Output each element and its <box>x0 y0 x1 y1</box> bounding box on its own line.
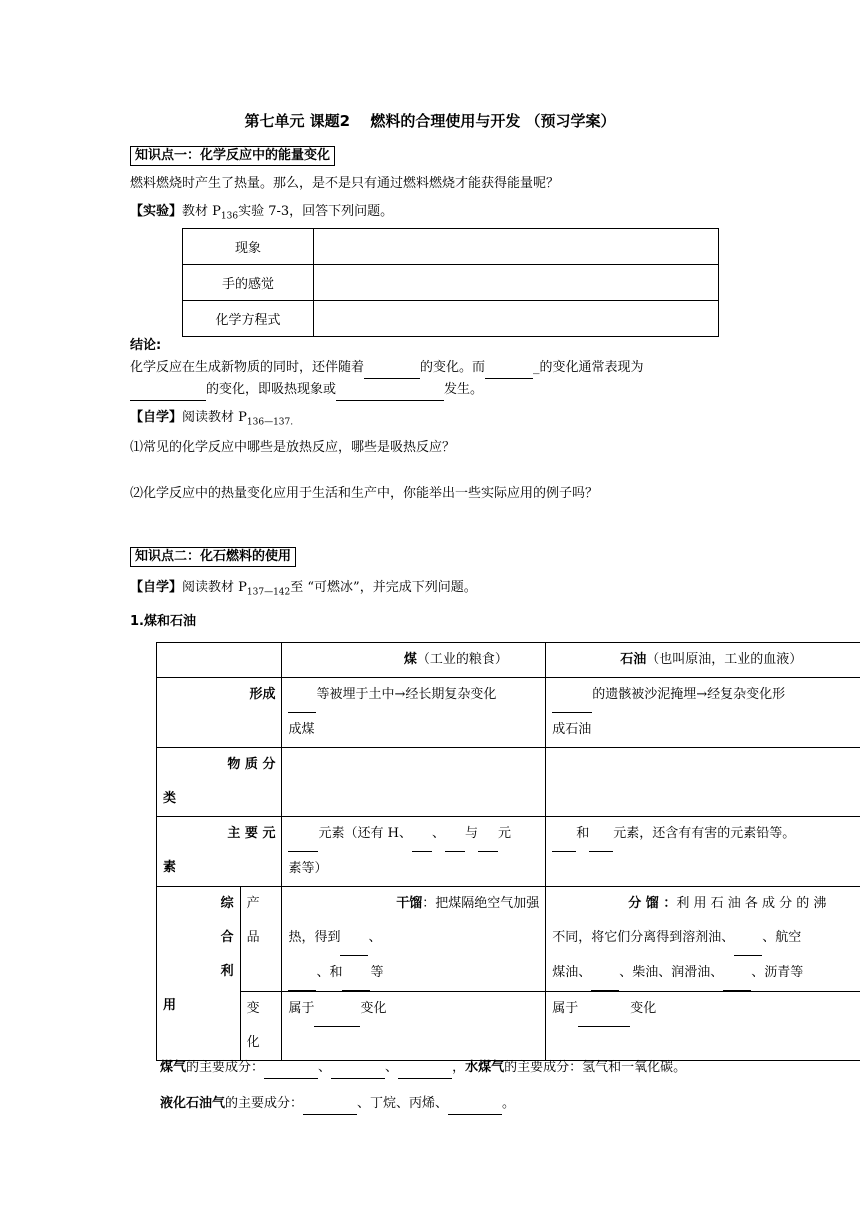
text: （也叫原油，工业的血液） <box>646 652 803 667</box>
blank[interactable] <box>485 358 533 379</box>
text: 变化 <box>360 1001 387 1016</box>
row-label: 现象 <box>183 229 314 265</box>
text: 的主要成分： <box>186 1060 265 1075</box>
question-2: ⑵化学反应中的热量变化应用于生活和生产中，你能举出一些实际应用的例子吗？ <box>130 486 599 501</box>
text: 、 <box>431 826 445 841</box>
page-title: 第七单元 课题2 燃料的合理使用与开发 （预习学案） <box>244 112 616 130</box>
text: 石油 <box>620 652 647 667</box>
text: 、沥青等 <box>751 965 804 980</box>
blank[interactable] <box>448 1094 502 1115</box>
coal-product-cell <box>282 887 546 992</box>
text: 成石油 <box>552 722 592 737</box>
blank[interactable] <box>342 956 370 991</box>
sub-label-product <box>240 887 282 992</box>
blank[interactable] <box>723 956 751 991</box>
text: （工业的粮食） <box>416 652 508 667</box>
pages: 137—142 <box>246 587 291 598</box>
blank[interactable] <box>412 817 432 852</box>
table-row <box>157 678 860 748</box>
text: 的变化。而 <box>420 360 486 375</box>
oil-product-cell <box>546 887 860 992</box>
text: 主 要 元 <box>227 826 276 841</box>
subheading-coal-oil: 1.煤和石油 <box>130 614 196 629</box>
text: 与 <box>464 826 478 841</box>
text: 的主要成分：氢气和一氧化碳。 <box>504 1060 687 1075</box>
text: 元素，还含有有害的元素铅等。 <box>613 826 796 841</box>
text: 元 <box>497 826 511 841</box>
selfstudy-tag: 【自学】 <box>130 410 183 425</box>
text: 的遗骸被沙泥掩埋→经复杂变化形 <box>592 687 786 702</box>
blank[interactable] <box>552 817 576 852</box>
coal-formation-cell <box>282 678 546 748</box>
section1-intro: 燃料燃烧时产生了热量。那么，是不是只有通过燃料燃烧才能获得能量呢？ <box>130 176 560 191</box>
blank[interactable] <box>578 992 630 1027</box>
answer-cell[interactable] <box>282 748 546 817</box>
text: 元素（还有 H、 <box>318 826 412 841</box>
text: 阅读教材 P <box>182 410 247 425</box>
text: 属于 <box>288 1001 315 1016</box>
text: 的主要成分： <box>225 1096 304 1111</box>
text: 变 <box>246 1001 260 1016</box>
table-row <box>157 748 860 817</box>
text: 化 <box>246 1035 260 1050</box>
lpg-line <box>160 1094 515 1115</box>
sub-label-change <box>240 992 282 1061</box>
selfstudy-line-2 <box>130 578 477 603</box>
table-row <box>183 265 719 301</box>
answer-cell[interactable] <box>314 229 719 265</box>
text: 、航空 <box>762 930 802 945</box>
experiment-tag: 【实验】 <box>130 204 183 219</box>
row-label-use <box>157 887 241 1061</box>
table-row <box>183 229 719 265</box>
pages: 136—137. <box>246 417 294 428</box>
gas-line <box>160 1058 686 1079</box>
text: 分 馏 ： <box>628 896 677 911</box>
answer-cell[interactable] <box>314 265 719 301</box>
text: 等被埋于土中→经长期复杂变化 <box>316 687 497 702</box>
conclusion-label: 结论: <box>130 338 162 353</box>
text: 物 质 分 <box>227 757 276 772</box>
text: 、柴油、润滑油、 <box>619 965 724 980</box>
text: 变化 <box>630 1001 657 1016</box>
blank[interactable] <box>734 921 762 956</box>
text: 素 <box>163 860 177 875</box>
blank[interactable] <box>589 817 613 852</box>
table-row <box>183 301 719 337</box>
blank[interactable] <box>314 992 360 1027</box>
text: 煤油、 <box>552 965 592 980</box>
experiment-line <box>130 202 393 227</box>
experiment-text-2: 实验 7-3，回答下列问题。 <box>238 204 394 219</box>
corner-cell <box>157 643 282 678</box>
text: 利 <box>220 964 234 979</box>
text: 液化石油气 <box>160 1096 226 1111</box>
blank[interactable] <box>288 956 316 991</box>
text: 、 <box>385 1060 399 1075</box>
blank[interactable] <box>364 358 420 379</box>
table-row <box>157 887 860 992</box>
blank[interactable] <box>264 1058 318 1079</box>
text: 的变化，即吸热现象或 <box>206 382 337 397</box>
blank[interactable] <box>552 678 592 713</box>
blank[interactable] <box>340 921 368 956</box>
experiment-text: 教材 P <box>182 204 221 219</box>
text: 、和 <box>316 965 343 980</box>
section1-heading: 知识点一：化学反应中的能量变化 <box>130 146 335 166</box>
table-row <box>157 992 860 1061</box>
text: 化学反应在生成新物质的同时，还伴随着 <box>130 360 365 375</box>
fossil-fuel-table <box>156 642 860 1061</box>
text: 热，得到 <box>288 930 341 945</box>
text: 成煤 <box>288 722 315 737</box>
text: 。 <box>502 1096 516 1111</box>
question-1: ⑴常见的化学反应中哪些是放热反应，哪些是吸热反应？ <box>130 440 456 455</box>
text: 合 <box>220 930 234 945</box>
row-label-formation: 形成 <box>157 678 282 748</box>
table-row <box>157 643 860 678</box>
row-label-class <box>157 748 282 817</box>
blank[interactable] <box>331 1058 385 1079</box>
experiment-page: 136 <box>220 211 239 222</box>
answer-cell[interactable] <box>546 748 860 817</box>
col-header-coal <box>282 643 546 678</box>
text: 不同，将它们分离得到溶剂油、 <box>552 930 735 945</box>
blank[interactable] <box>445 817 465 852</box>
text: 煤气 <box>160 1060 187 1075</box>
conclusion-line-1 <box>130 358 644 379</box>
selfstudy-tag: 【自学】 <box>130 580 183 595</box>
oil-change-cell <box>546 992 860 1061</box>
blank[interactable] <box>130 380 206 401</box>
text: ：把煤隔绝空气加强 <box>422 896 540 911</box>
blank[interactable] <box>303 1094 357 1115</box>
text: 水煤气 <box>465 1060 505 1075</box>
blank[interactable] <box>288 817 318 852</box>
text: 产 <box>246 896 260 911</box>
text: 属于 <box>552 1001 579 1016</box>
table-row <box>157 817 860 887</box>
selfstudy-line-1 <box>130 408 293 433</box>
text: 至 “可燃冰”，并完成下列问题。 <box>290 580 477 595</box>
text: ， <box>452 1060 466 1075</box>
text: _的变化通常表现为 <box>533 360 644 375</box>
row-label-element <box>157 817 282 887</box>
text: 干馏 <box>396 896 423 911</box>
blank[interactable] <box>336 380 444 401</box>
text: 用 <box>163 998 177 1013</box>
row-label: 化学方程式 <box>183 301 314 337</box>
text: 、 <box>368 930 382 945</box>
blank[interactable] <box>398 1058 452 1079</box>
col-header-oil <box>546 643 860 678</box>
oil-formation-cell <box>546 678 860 748</box>
text: 利 用 石 油 各 成 分 的 沸 <box>676 896 827 911</box>
text: 品 <box>246 930 260 945</box>
coal-change-cell <box>282 992 546 1061</box>
text: 类 <box>163 791 177 806</box>
blank[interactable] <box>478 817 498 852</box>
blank[interactable] <box>288 678 316 713</box>
row-label: 手的感觉 <box>183 265 314 301</box>
answer-cell[interactable] <box>314 301 719 337</box>
text: 煤 <box>403 652 417 667</box>
section2-heading: 知识点二：化石燃料的使用 <box>130 547 296 567</box>
blank[interactable] <box>591 956 619 991</box>
text: 素等） <box>288 861 328 876</box>
oil-element-cell <box>546 817 860 887</box>
text: 阅读教材 P <box>182 580 247 595</box>
text: 、 <box>318 1060 332 1075</box>
text: 综 <box>220 896 234 911</box>
text: 、丁烷、丙烯、 <box>357 1096 449 1111</box>
text: 等 <box>370 965 384 980</box>
coal-element-cell <box>282 817 546 887</box>
text: 和 <box>576 826 590 841</box>
text: 发生。 <box>444 382 484 397</box>
conclusion-line-2 <box>130 380 483 401</box>
experiment-table <box>182 228 719 337</box>
